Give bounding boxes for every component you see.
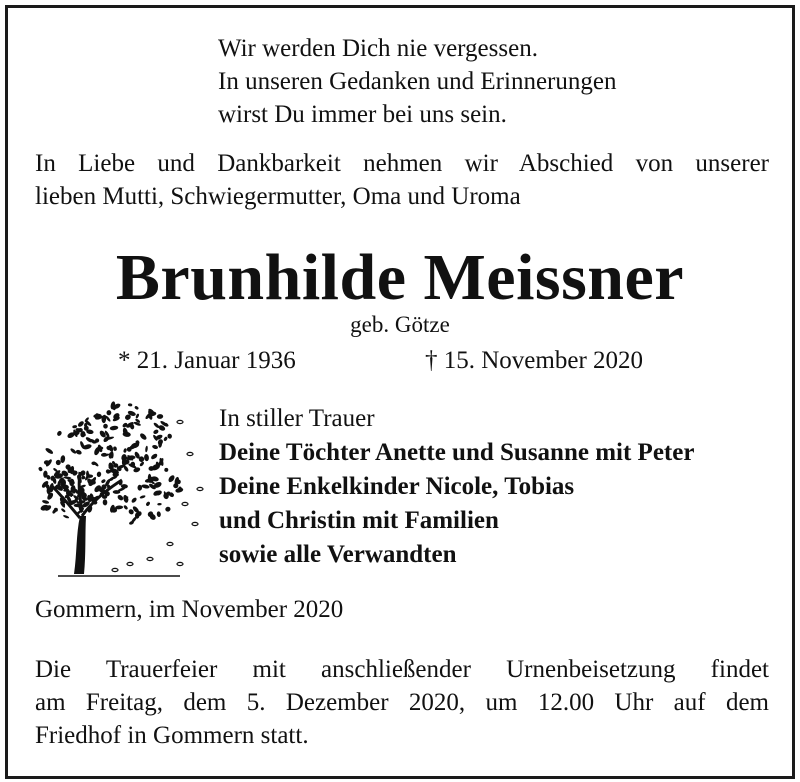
mourners (219, 402, 694, 572)
leaf (167, 433, 172, 439)
leaf (72, 425, 77, 429)
intro-line: In Liebe und Dankbarkeit nehmen wir Abschied von unserer (35, 150, 769, 177)
deceased-name: Brunhilde Meissner (115, 241, 685, 314)
death-date: † 15. November 2020 (425, 347, 644, 374)
leaf (177, 562, 183, 565)
leaf (45, 447, 54, 455)
leaf (150, 453, 158, 461)
leaf (121, 484, 128, 489)
leaf (63, 514, 70, 519)
leaf (192, 522, 198, 525)
leaf (152, 444, 159, 449)
leaf (117, 494, 125, 502)
leaf (101, 479, 107, 484)
leaf (187, 452, 193, 455)
poem-line: In unseren Gedanken und Erinnerungen (218, 68, 617, 95)
leaf (167, 542, 173, 545)
leaf (131, 497, 138, 504)
leaf (177, 420, 183, 423)
leaf (182, 502, 188, 505)
leaf (123, 448, 127, 453)
leaf (163, 436, 168, 442)
leaf (147, 557, 153, 560)
leaf (96, 471, 101, 477)
leaf (77, 420, 85, 428)
tree-icon (30, 394, 210, 584)
leaf (135, 413, 139, 419)
mourner-line: Deine Enkelkinder Nicole, Tobias (219, 473, 575, 500)
leaf (144, 454, 150, 462)
leaf (130, 516, 138, 525)
leaf (106, 410, 111, 415)
leaf (112, 568, 118, 571)
leaf (134, 405, 139, 410)
leaf (122, 494, 129, 503)
leaf (156, 511, 161, 517)
leaf (109, 425, 118, 431)
leaf (153, 422, 160, 429)
leaf (40, 504, 50, 512)
intro-line: lieben Mutti, Schwiegermutter, Oma und Uroma (35, 183, 521, 210)
leaf (56, 430, 62, 437)
leaf (81, 476, 85, 480)
obituary-notice (5, 5, 795, 779)
leaf (75, 449, 82, 455)
leaf (103, 423, 109, 429)
poem-line: wirst Du immer bei uns sein. (218, 101, 507, 128)
leaf (141, 484, 150, 489)
leaf (38, 466, 43, 472)
leaf (113, 473, 119, 477)
leaf (157, 414, 164, 419)
leaf (42, 499, 50, 504)
funeral-line: am Freitag, dem 5. Dezember 2020, um 12.00 Uhr auf dem (35, 689, 769, 716)
poem-line: Wir werden Dich nie vergessen. (218, 35, 538, 62)
leaf (63, 476, 71, 479)
leaf (54, 508, 58, 512)
birth-date: * 21. Januar 1936 (118, 347, 296, 374)
leaf (145, 501, 150, 507)
leaf (157, 503, 162, 506)
leaf (167, 474, 175, 483)
leaf (55, 460, 61, 466)
mourner-line: Deine Töchter Anette und Susanne mit Peter (219, 439, 695, 466)
leaf (165, 506, 171, 512)
mourners-heading: In stiller Trauer (219, 405, 375, 432)
leaf (61, 508, 66, 513)
maiden-name: geb. Götze (350, 312, 450, 337)
leaf (60, 455, 66, 463)
leaf (113, 446, 117, 451)
funeral-line: Friedhof in Gommern statt. (35, 722, 309, 749)
poem (218, 32, 616, 131)
leaf (153, 429, 160, 435)
funeral-info (35, 653, 769, 752)
leaf (123, 505, 128, 511)
leaf (145, 446, 148, 453)
mourner-line: und Christin mit Familien (219, 507, 499, 534)
funeral-line: Die Trauerfeier mit anschließender Urnenbeisetzung findet (35, 656, 769, 683)
leaf (197, 487, 203, 490)
leaf (103, 499, 108, 505)
mourner-line: sowie alle Verwandten (219, 541, 457, 568)
place-date: Gommern, im November 2020 (35, 596, 344, 623)
leaf (47, 487, 51, 494)
leaf (139, 495, 146, 499)
intro-text (35, 147, 769, 213)
leaf (139, 432, 148, 441)
leaf (128, 403, 133, 406)
leaf (164, 468, 169, 473)
leaf (127, 562, 133, 565)
